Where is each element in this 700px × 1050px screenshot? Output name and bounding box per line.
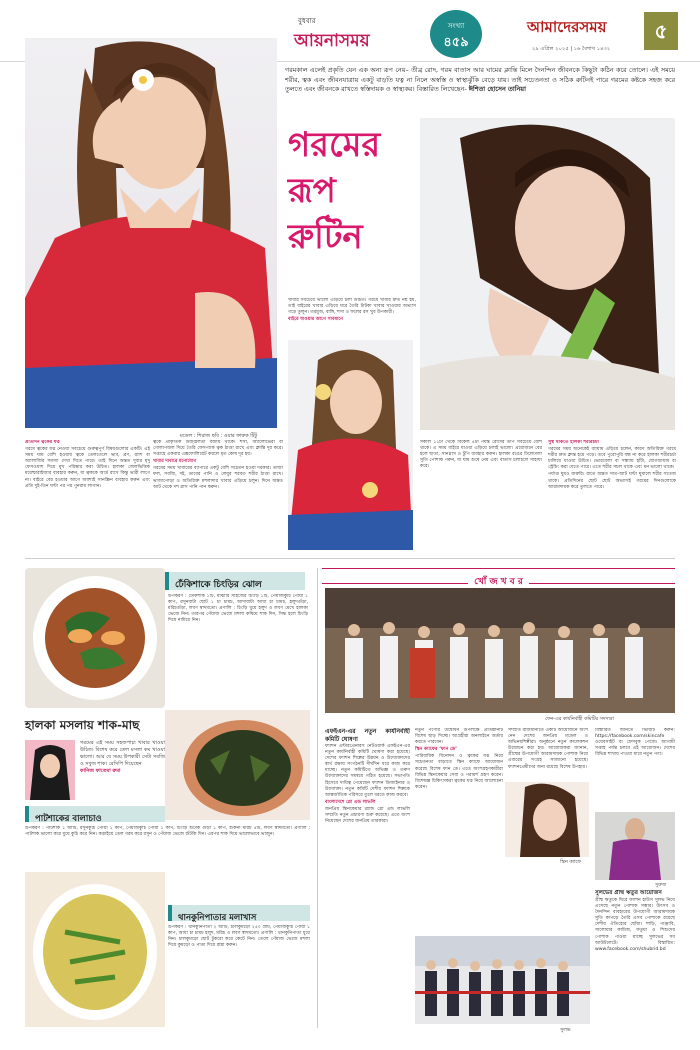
page-number: ৫ xyxy=(654,19,668,43)
news1-title: এফইএন-এর নতুন কার্যনির্বাহী কমিটি ঘোষণা xyxy=(325,728,410,743)
mid-body: খাবার সবচেয়ে ভালো এড়িয়ে চলা উচিত। গরমে খাবার দ্রুত নষ্ট হয়, তাই বাইরের খাবার এড়িয়ে ঘরে তৈরি টাটকা খাবার খাওয়ার অভ্যাস গড়ে তুলুন। তরমুজ, বাঙ্গি, শসা ও ফলের রস খুব উপকারী। xyxy=(288,298,416,316)
hero-photo-model xyxy=(25,38,277,428)
news2-body2: নতুন পণ্যের উদ্বোধন উপলক্ষে প্রতিষ্ঠানটি বিশেষ ছাড় দিচ্ছে। আগ্রহীরা অনলাইনে অর্ডার করতে পারবেন। xyxy=(415,728,503,746)
issue-label: সংখ্যা xyxy=(447,22,465,30)
section-divider xyxy=(25,558,675,559)
news3 xyxy=(508,728,588,778)
feature-title-line2: রূপ xyxy=(288,171,336,211)
day-label: বুধবার xyxy=(298,17,316,25)
recipe3-title-box xyxy=(168,905,310,921)
photo-aloe-model xyxy=(420,118,675,430)
news2-heading: স্কিন ক্যাফের ‘ফান ডে’ xyxy=(415,747,457,753)
news-section-header xyxy=(322,568,675,587)
recipe1-title-box xyxy=(165,572,305,590)
photo-shrimp-dish xyxy=(25,568,165,708)
col4-body: গরমের সময় অনেকেই ব্যায়াম এড়িয়ে চলেন, কারণ অতিরিক্ত গরমে শরীর দ্রুত ক্লান্ত হয়ে পড়ে। তবে পুরোপুরি বন্ধ না করে হালকা শরীরচর্চা চালিয়ে যাওয়া উচিত। ভোরবেলা বা সন্ধ্যায় হাঁটা, যোগব্যায়াম বা স্ট্রেচিং করা যেতে পারে। এতে শরীর সচল থাকে এবং মন ভালো থাকে। xyxy=(548,447,676,471)
news1-body2: জনপ্রিয় স্কিনকেয়ার ব্র্যান্ড গ্লো এন্ড লাভলি সম্প্রতি নতুন প্রচারণা শুরু করেছে। এতে অংশ নিয়েছেন দেশের জনপ্রিয় তারকারা। xyxy=(325,806,410,825)
recipes-intro-title: হালকা মসলায় শাক-মাছ xyxy=(25,718,140,732)
column-divider xyxy=(317,568,318,1028)
recipes-author: কানিজ ফাতেমা রুমা xyxy=(80,768,121,774)
lead-middle-column xyxy=(288,298,416,336)
news-section-title: খোঁ জ খ ব র xyxy=(468,577,529,587)
photo-man-fashion xyxy=(595,812,675,880)
face-caption: স্কিন ক্যাফে xyxy=(560,860,581,865)
supplement-logo: আয়নাসময় xyxy=(294,31,370,51)
lead-column-2 xyxy=(153,440,283,548)
lead-column-4 xyxy=(548,440,676,548)
news2 xyxy=(415,728,503,933)
news5 xyxy=(595,890,675,1030)
photo-group-event xyxy=(325,588,675,713)
recipe3-body: উপকরণ : থানকুনিপাতা ২ আঁটি, চালকুমড়ো ২৫০ গ্রাম, পেঁয়াজকুচি পোয়া ১ কাপ, আধা চা চামচ হলুদ, মরিচ ও লবণ স্বাদমতো। প্রণালি : থানকুনিপাতা ধুয়ে নিন। চালকুমড়ো ছোট টুকরো করে কেটে নিন। তেলে পেঁয়াজ ভেজে মশলা দিয়ে কুমড়ো ও পাতা দিয়ে রান্না করুন। xyxy=(168,925,310,949)
issue-date: ২৯ এপ্রিল ২০২৫ | ১৬ বৈশাখ ১৪৩২ xyxy=(532,46,611,52)
lead-intro xyxy=(285,66,675,116)
feature-title-line1: গরমের xyxy=(288,125,381,165)
photo-skincare-face xyxy=(505,782,589,857)
lead-intro-text: গরমকাল এলেই প্রকৃতি যেন এক অন্য রূপ নেয়– তীব্র রোদ, গরম বাতাস আর ঘামের ক্লান্তি মিলে দৈনন্দিন জীবনকে কিছুটা কঠিন করে তোলে। এই সময়ে শরীর, ত্বক এবং জীবনযাত্রায় একটু বাড়তি যত্ন না নিলে অস্বস্তি ও স্বাস্থ্যঝুঁকি বেড়ে যায়। তাই সচেতনতা ও সঠিক রুটিনই পারে গরমের কষ্টকে সহজ করে তুলতে এবং জীবনকে রাখতে স্বস্তিদায়ক ও স্বাস্থ্যকর। বিস্তারিত লিখেছেন- xyxy=(285,66,675,93)
recipe1-title: ঢেঁকিশাকে চিংড়ির ঝোল xyxy=(175,580,262,590)
page-number-box xyxy=(644,12,678,50)
group-photo-caption: ফেন-এর কার্যনির্বাহী কমিটির সদস্যরা xyxy=(545,717,614,722)
col4-heading: সুস্থ থাকতে হালকা শরীরচর্চা xyxy=(548,440,599,445)
recipes-intro xyxy=(80,740,165,800)
lead-column-1 xyxy=(25,440,150,548)
man-caption: সুরুজ xyxy=(655,883,667,888)
bottom-photo-caption: সুলভ xyxy=(560,1028,571,1033)
mid-heading: বাইরে যাওয়ার আগে সাবধানে xyxy=(288,317,344,323)
recipe3-title: থানকুনিপাতার মলাখাস xyxy=(178,913,257,923)
recipes-intro-text: গরমের এই সময় সহজপাচ্য খাবার খাওয়া উচিত। বিশেষ করে তেল মসলা কম খাওয়া ভালো। আর যে সময় উপকারী সেটা সবজি ও সবুজ শাক। রেসিপি দিয়েছেন xyxy=(80,740,165,767)
paper-logo: আমাদেরসময় xyxy=(527,18,607,36)
news4 xyxy=(595,728,675,808)
photo-snack-model xyxy=(288,340,413,550)
col1-heading: প্রতিদিন ত্বকের যত্ন xyxy=(25,440,60,445)
news1 xyxy=(325,728,410,1028)
col2-body2: গরমের সময় খাবারের ব্যাপারে একটু বেশি সচেতন হওয়া দরকার। তাজা ফল, সবজি, দই, ডাবের পানি ও লেবুর শরবত শরীর ঠাণ্ডা রাখে। ভাজাপোড়া ও অতিরিক্ত মশলাদার খাবার এড়িয়ে চলুন। দিনে অন্তত আট থেকে দশ গ্লাস পানি পান করুন। xyxy=(153,466,283,490)
news5-title: সুলভের গ্রীষ্ম ঋতুর আয়োজন xyxy=(595,890,662,896)
recipe2-title: পাটশাকের বালাচাও xyxy=(35,814,102,824)
news1-heading2: বাংলাদেশে গ্লো এন্ড লাভলি xyxy=(325,799,376,805)
lead-byline: ঈশিতা হোসেন তানিয়া xyxy=(468,85,526,93)
feature-title xyxy=(288,122,418,260)
issue-number: ৪৫৯ xyxy=(443,35,469,50)
lead-column-3 xyxy=(420,440,542,548)
news3-body: সম্প্রতি রাজধানীতে একটি আয়োজনে অংশ নেন দেশের জনপ্রিয় মডেল ও অভিনয়শিল্পীরা। অনুষ্ঠানে নতুন কালেকশন উন্মোচন করা হয়। আয়োজকরা জানান, গ্রীষ্মের উপযোগী আরামদায়ক পোশাক নিয়ে এবারের সংগ্রহ সাজানো হয়েছে। ফ্যাশনপ্রেমীদের জন্য রয়েছে বিশেষ উপহার। xyxy=(508,728,588,770)
col3-body: সকাল ১১টা থেকে বিকেল ৪টা পর্যন্ত রোদের তাপ সবচেয়ে বেশি থাকে। এ সময় বাইরে যাওয়া এড়িয়ে চলাই ভালো। প্রয়োজনে বের হলে ছাতা, সানগ্লাস ও টুপি ব্যবহার করুন। হালকা রঙের ঢিলেঢালা সুতি পোশাক পরুন, যা ঘাম শুষে নেয় এবং বাতাস চলাচলে সাহায্য করে। xyxy=(420,440,542,470)
recipe2-body: উপকরণ : পাটশাক ১ আঁটি, রসুনকুচি পোয়া ১ কাপ, পেঁয়াজকুচি পোয়া ১ কাপ, চিংড়ি শুঁটকি গুঁড়া ১ কাপ, শুকনা মরিচ ৫টি, লবণ স্বাদমতো। প্রণালি : পাটশাক ভালো করে ধুয়ে কুচি করে নিন। কড়াইয়ে তেল গরম করে রসুন ও পেঁয়াজ ভেজে শুঁটকি দিন। এরপর শাক দিয়ে ভালোভাবে ভাজুন। xyxy=(25,826,310,838)
news5-body: গ্রীষ্ম ঋতুকে ঘিরে ফ্যাশন হাউস সুলভ নিয়ে এসেছে নতুন পোশাক সম্ভার। উৎসব ও দৈনন্দিন ব্যবহারের উপযোগী আরামদায়ক সুতি কাপড়ে তৈরি এসব পোশাকে রয়েছে দেশীয় ঐতিহ্যের ছোঁয়া। শাড়ি, পাঞ্জাবি, সালোয়ার কামিজ, ফতুয়া ও শিশুদের পোশাক পাওয়া যাচ্ছে সুলভের সব আউটলেটে। বিস্তারিত: www.facebook.com/shubrid.bd xyxy=(595,898,675,952)
col2-body: ত্বকে প্রাকৃতিক উজ্জ্বলতা বজায় থাকে। শসা, অ্যালোভেরা বা গোলাপজল দিয়ে তৈরি ফেসপ্যাক ত্বক ঠাণ্ডা রাখে এবং ক্লান্তি দূর করে। সপ্তাহে একবার এক্সফোলিয়েট করলে মৃত কোষ দূর হয়। xyxy=(153,440,283,458)
news4-body: বিস্তারিত জানতে ভিজিট করুন: https://facebook.com/skincafe ওয়েবসাইট বা ফেসবুক পেজে। আগামী সপ্তাহ পর্যন্ত চলবে এই আয়োজন। দেশের বিভিন্ন শাখায় পাওয়া যাবে নতুন পণ্য। xyxy=(595,728,675,758)
col4-body2: পর্যাপ্ত ঘুমও জরুরি। রাতে অন্তত সাত-আট ঘণ্টা ঘুমালে শরীর সতেজ থাকে। প্রতিদিনের ছোট ছোট অভ্যাসই গরমের দিনগুলোকে আরামদায়ক করে তুলতে পারে। xyxy=(548,472,676,490)
news2-body: পারিবারিক বিনোদন ও ত্বকের যত্ন নিয়ে সচেতনতা বাড়াতে স্কিন ক্যাফে আয়োজন করেছে বিশেষ ফান ডে। এতে অংশগ্রহণকারীরা বিভিন্ন স্কিনকেয়ার সেবা ও পরামর্শ গ্রহণ করেন। বিশেষজ্ঞ চিকিৎসকরা ত্বকের যত্ন নিয়ে আলোচনা করেন। xyxy=(415,754,503,790)
model-credit: মডেল : শিরাজ ছবি : ওয়ার ফারুক টিটু xyxy=(180,433,258,439)
photo-greens-dish xyxy=(165,710,310,820)
feature-title-line3: রুটিন xyxy=(288,217,363,257)
recipe1-body: উপকরণ : ঢেঁকিশাক ১টি, মাঝারি সাইজের চিংড়ি ১টি, পেঁয়াজকুচি পোয়া ১ কাপ, রসুনবাটা ছোট ১ চা চামচ, আদাবাটা আধা চা চামচ, হলুদগুঁড়া, মরিচগুঁড়া, লবণ স্বাদমতো। প্রণালি : চিংড়ি ধুয়ে হলুদ ও লবণ মেখে হালকা ভেজে নিন। তারপর পেঁয়াজ ভেজে মশলা কষিয়ে শাক দিন, সিদ্ধ হলে চিংড়ি দিয়ে নামিয়ে নিন। xyxy=(168,594,308,624)
col1-body: গরমে ত্বকের যত্ন নেওয়া সবচেয়ে গুরুত্বপূর্ণ বিষয়গুলোর একটি। এই সময় ঘাম বেশি হওয়ায় ত্বকে তেলতেলে ভাব, ব্রণ, র‍্যাশ বা অ্যালার্জির সমস্যা দেখা দিতে পারে। তাই দিনে অন্তত দুবার মৃদু ফেসওয়াশ দিয়ে মুখ পরিষ্কার করা উচিত। হালকা জেলভিত্তিক ময়েশ্চারাইজার ব্যবহার করুন, যা ত্বককে আর্দ্র রাখে কিন্তু ভারী লাগে না। বাইরে বের হওয়ার আগে অবশ্যই সানস্ক্রিন ব্যবহার করুন এবং প্রতি দুই-তিন ঘণ্টা পর পর পুনরায় লাগান। xyxy=(25,447,150,489)
col2-heading: খাবার দাবারে মনোযোগ xyxy=(153,459,197,465)
issue-badge xyxy=(430,10,482,58)
photo-pasta-dish xyxy=(25,872,165,1027)
recipe2-title-box xyxy=(25,806,165,822)
news1-body: ফ্যাশন এন্টারপ্রেনারস নেটওয়ার্ক এফইএন-এর নতুন কার্যনির্বাহী কমিটি ঘোষণা করা হয়েছে। দেশের ফ্যাশন শিল্পের উন্নয়ন ও উদ্যোক্তাদের স্বার্থ রক্ষায় সংগঠনটি দীর্ঘদিন ধরে কাজ করে যাচ্ছে। নতুন কমিটিতে অভিজ্ঞ ও তরুণ উদ্যোক্তাদের সমন্বয়ে গঠিত হয়েছে। সভাপতি হিসেবে দায়িত্ব পেয়েছেন ফ্যাশন ডিজাইনার ও উদ্যোক্তা। নতুন কমিটি দেশীয় ফ্যাশন শিল্পকে আন্তর্জাতিক পরিসরে তুলে ধরতে কাজ করবে। xyxy=(325,744,410,798)
photo-author xyxy=(25,740,75,800)
photo-ribbon-cutting xyxy=(415,936,590,1024)
